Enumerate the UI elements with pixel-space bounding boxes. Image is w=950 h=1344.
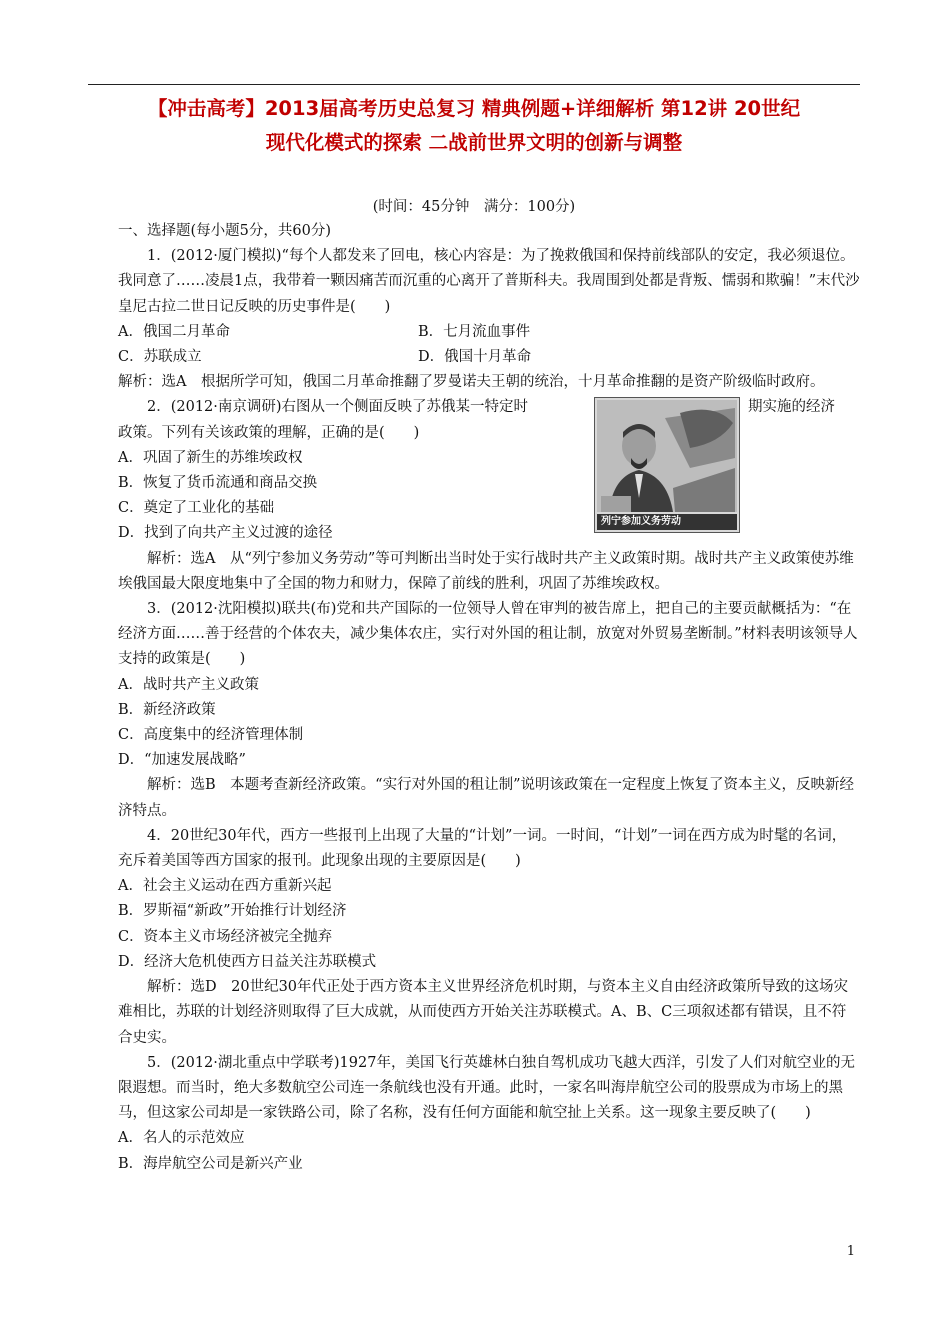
q3-analysis: 解析：选B 本题考查新经济政策。“实行对外国的租让制”说明该政策在一定程度上恢复了资本主义，反映新经济特点。 [118, 777, 854, 819]
q2-block [118, 395, 860, 546]
question-content [118, 219, 860, 1177]
q2-stem-line-2: 政策。下列有关该政策的理解，正确的是( ) [118, 424, 420, 441]
q2-option-a: A．巩固了新生的苏维埃政权 [118, 449, 303, 466]
q2-stem-left: 2．(2012·南京调研)右图从一个侧面反映了苏俄某一特定时 [147, 399, 529, 416]
q4-option-b: B．罗斯福“新政”开始推行计划经济 [118, 903, 347, 920]
q2-option-b: B．恢复了货币流通和商品交换 [118, 475, 318, 492]
title-line-1: 【冲击高考】2013届高考历史总复习 精典例题+详细解析 第12讲 20世纪 [147, 97, 801, 120]
q1-analysis: 解析：选A 根据所学可知，俄国二月革命推翻了罗曼诺夫王朝的统治，十月革命推翻的是资产阶级临时政府。 [118, 374, 825, 391]
q5-option-a: A．名人的示范效应 [118, 1130, 245, 1147]
lenin-illustration [595, 398, 739, 532]
q2-analysis: 解析：选A 从“列宁参加义务劳动”等可判断出当时处于实行战时共产主义政策时期。战时共产主义政策使苏维埃俄国最大限度地集中了全国的物力和财力，保障了前线的胜利，巩固了苏维埃政权。 [118, 550, 854, 592]
lenin-labor-image [594, 397, 740, 533]
q4-analysis: 解析：选D 20世纪30年代正处于西方资本主义世界经济危机时期，与资本主义自由经济政策所导致的这场灾难相比，苏联的计划经济则取得了巨大成就，从而使西方开始关注苏联模式。A、B、C三项叙述都有错误，且不符合史实。 [118, 979, 849, 1046]
document-title [88, 92, 860, 160]
q3-option-b: B．新经济政策 [118, 701, 216, 718]
q2-stem-right: 期实施的经济 [748, 399, 835, 416]
q4-option-c: C．资本主义市场经济被完全抛弃 [118, 928, 333, 945]
q1-option-c: C．苏联成立 [118, 349, 202, 366]
q1-option-b: B．七月流血事件 [418, 323, 531, 340]
q3-stem: 3．(2012·沈阳模拟)联共(布)党和共产国际的一位领导人曾在审判的被告席上，把自己的主要贡献概括为：“在经济方面……善于经营的个体农夫，减少集体农庄，实行对外国的租让制，放宽对外贸易垄断制。”材料表明该领导人支持的政策是( ) [118, 601, 858, 668]
q4-option-d: D．经济大危机使西方日益关注苏联模式 [118, 953, 377, 970]
q1-option-a: A．俄国二月革命 [118, 323, 230, 340]
q3-option-d: D．“加速发展战略” [118, 752, 246, 769]
section-heading: 一、选择题(每小题5分，共60分) [118, 223, 331, 239]
q4-option-a: A．社会主义运动在西方重新兴起 [118, 878, 332, 895]
q4-stem: 4．20世纪30年代，西方一些报刊上出现了大量的“计划”一词。一时间，“计划”一词在西方成为时髦的名词，充斥着美国等西方国家的报刊。此现象出现的主要原因是( ) [118, 827, 847, 870]
header-rule [88, 84, 860, 85]
q1-options-row-1 [118, 320, 860, 345]
q2-option-c: C．奠定了工业化的基础 [118, 500, 275, 517]
image-caption: 列宁参加义务劳动 [597, 514, 737, 530]
q2-stem-line-1 [118, 395, 860, 420]
q3-option-a: A．战时共产主义政策 [118, 676, 259, 693]
time-info: (时间：45分钟 满分：100分) [372, 199, 576, 215]
q1-options-row-2 [118, 345, 860, 370]
q5-option-b: B．海岸航空公司是新兴产业 [118, 1155, 303, 1172]
page-number: 1 [846, 1244, 855, 1259]
q2-option-d: D．找到了向共产主义过渡的途径 [118, 525, 333, 542]
q1-stem: 1．(2012·厦门模拟)“每个人都发来了回电，核心内容是：为了挽救俄国和保持前线部队的安定，我必须退位。我同意了……凌晨1点，我带着一颗因痛苦而沉重的心离开了普斯科夫。我周围到处都是背叛、懦弱和欺骗！”末代沙皇尼古拉二世日记反映的历史事件是( ) [118, 248, 860, 315]
q1-option-d: D．俄国十月革命 [418, 349, 532, 366]
q3-option-c: C．高度集中的经济管理体制 [118, 727, 304, 744]
q5-stem: 5．(2012·湖北重点中学联考)1927年，美国飞行英雄林白独自驾机成功飞越大西洋，引发了人们对航空业的无限遐想。而当时，绝大多数航空公司连一条航线也没有开通。此时，一家名叫海岸航空公司的股票成为市场上的黑马，但这家公司却是一家铁路公司，除了名称，没有任何方面能和航空扯上关系。这一现象主要反映了( ) [118, 1054, 855, 1122]
title-line-2: 现代化模式的探索 二战前世界文明的创新与调整 [265, 131, 683, 154]
